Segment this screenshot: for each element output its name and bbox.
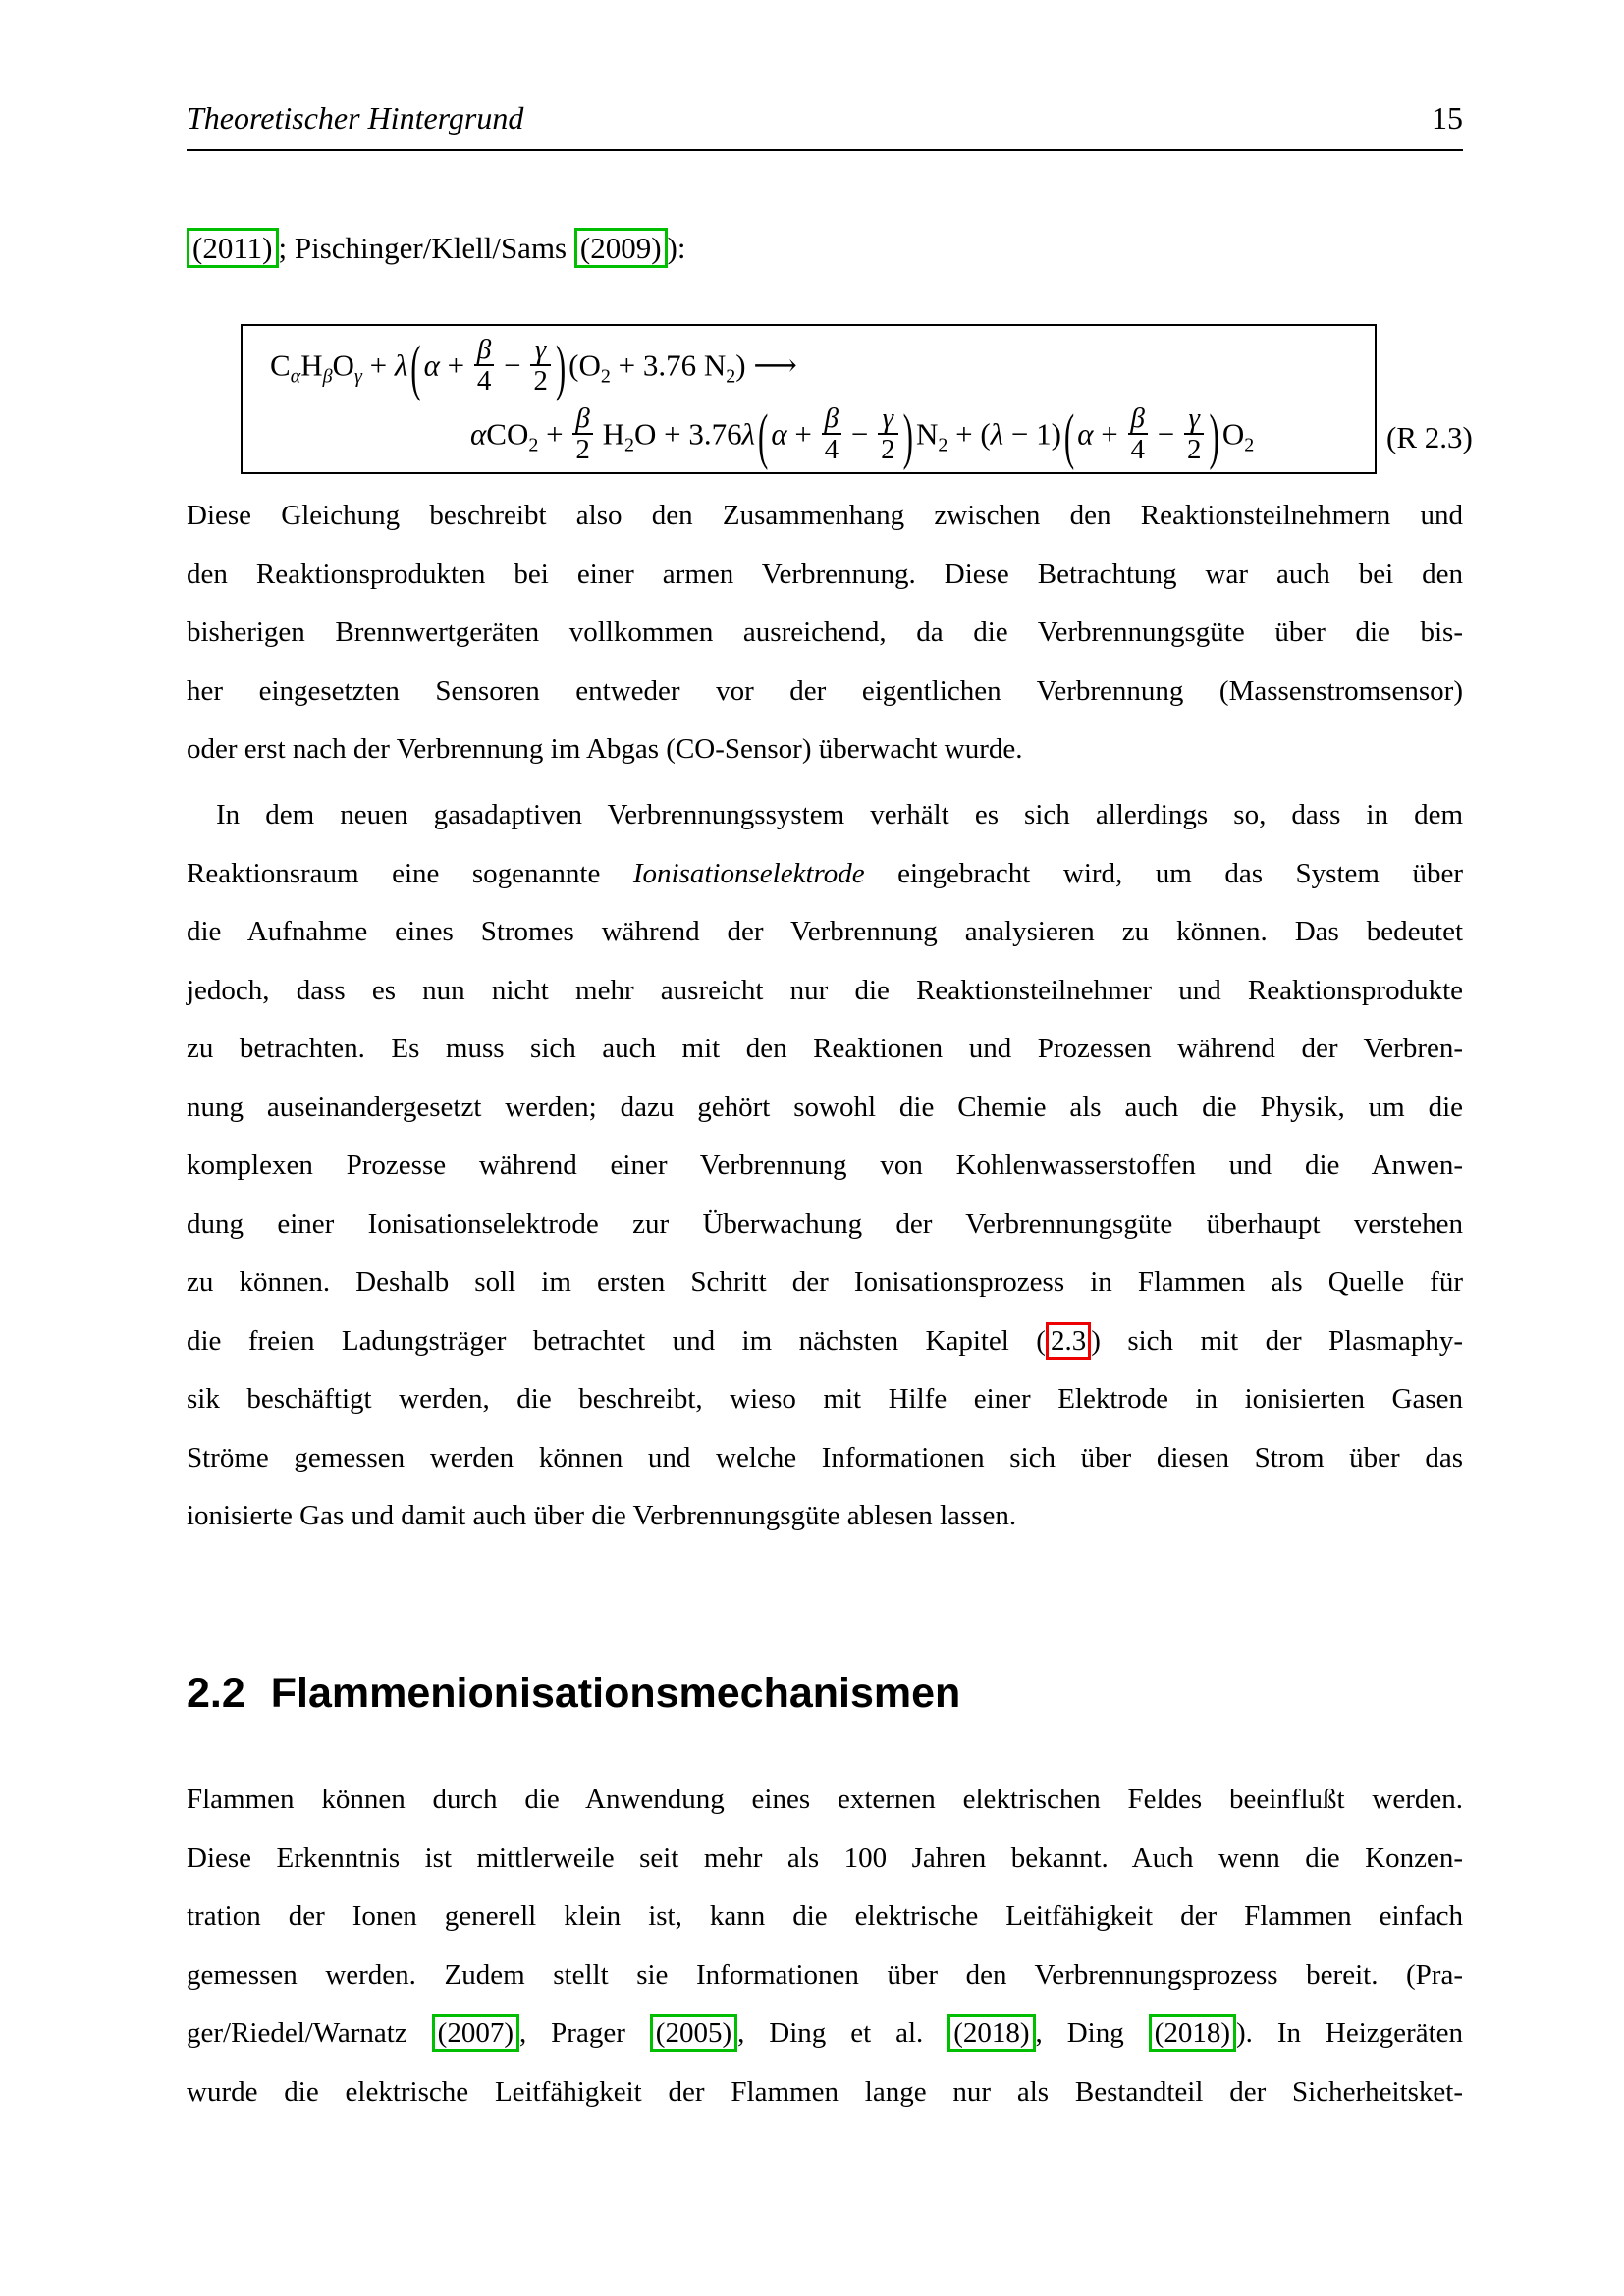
body-line <box>187 1254 1463 1312</box>
text-segment: den Reaktionsprodukten bei einer armen Verbrennung. Diese Betrachtung war auch bei den <box>187 558 1463 590</box>
equation-text: O + 3.76 <box>633 416 742 452</box>
equation-text: − 1) <box>1003 416 1061 452</box>
fraction-denominator: 4 <box>1128 433 1149 464</box>
equation-line-1 <box>270 331 796 402</box>
citation-link[interactable]: (2018) <box>1149 2014 1236 2052</box>
body-line <box>187 1196 1463 1255</box>
body-line <box>187 2063 1463 2122</box>
citation-link[interactable]: (2018) <box>947 2014 1035 2052</box>
body-line <box>187 1137 1463 1196</box>
text-segment: Reaktionsraum eine sogenannte <box>187 857 633 889</box>
equation-line-2 <box>470 400 1255 471</box>
fraction-denominator: 2 <box>530 364 551 396</box>
text-segment: ). In Heizgeräten <box>1236 2017 1464 2049</box>
text-segment: dung einer Ionisationselektrode zur Überwachung der Verbrennungsgüte überhaupt verstehen <box>187 1207 1463 1240</box>
text-segment: Diese Erkenntnis ist mittlerweile seit mehr als 100 Jahren bekannt. Auch wenn die Konzen- <box>187 1842 1463 1874</box>
text-segment: ; Pischinger/Klell/Sams <box>278 231 574 265</box>
paragraph <box>187 1771 1463 2121</box>
equation-text: + <box>439 347 472 383</box>
text-segment: bisherigen Brennwertgeräten vollkommen ausreichend, da die Verbrennungsgüte über die bis- <box>187 616 1463 648</box>
body-line <box>187 1079 1463 1138</box>
equation-label: (R 2.3) <box>1386 420 1473 454</box>
body-line <box>187 487 1463 546</box>
equation-text: H <box>594 416 624 452</box>
fraction <box>1184 403 1205 465</box>
fraction <box>822 403 842 465</box>
body-line <box>187 903 1463 962</box>
body-line <box>187 1830 1463 1889</box>
equation-text: + 3.76 N <box>610 347 727 383</box>
fraction-numerator: β <box>476 334 492 365</box>
equation-text: O <box>1221 416 1245 452</box>
equation-text: α <box>470 416 487 452</box>
equation-text: N <box>915 416 939 452</box>
text-segment: gemessen werden. Zudem stellt sie Informationen über den Verbrennungsprozess bereit. (Pra- <box>187 1958 1463 1991</box>
header-divider <box>187 149 1463 151</box>
text-segment: jedoch, dass es nun nicht mehr ausreicht nur die Reaktionsteilnehmer und Reaktionsprodukte <box>187 974 1463 1006</box>
header-chapter-title: Theoretischer Hintergrund <box>187 100 524 135</box>
equation-text: + <box>1093 416 1126 452</box>
text-segment: komplexen Prozesse während einer Verbrennung von Kohlenwasserstoffen und die Anwen- <box>187 1149 1463 1181</box>
reaction-arrow-icon: ⟶ <box>753 347 796 383</box>
equation-text: 2 <box>1244 434 1255 456</box>
fraction <box>878 403 898 465</box>
equation-text: λ <box>990 416 1004 452</box>
body-line <box>187 1312 1463 1371</box>
citation-link[interactable]: (2007) <box>432 2014 519 2052</box>
big-paren: ( <box>758 400 769 471</box>
fraction-denominator: 2 <box>572 433 593 464</box>
body-line <box>187 1947 1463 2005</box>
body-line <box>187 786 1463 845</box>
text-segment: tration der Ionen generell klein ist, kann die elektrische Leitfähigkeit der Flammen einfach <box>187 1900 1463 1932</box>
equation-text: (O <box>568 347 601 383</box>
paragraph <box>187 487 1463 779</box>
text-segment: ) sich mit der Plasmaphy- <box>1091 1324 1463 1357</box>
body-line <box>187 1020 1463 1079</box>
equation-text: 2 <box>726 365 736 388</box>
fraction-numerator: γ <box>1188 402 1200 434</box>
big-paren: ( <box>1063 400 1075 471</box>
text-segment: ger/Riedel/Warnatz <box>187 2017 432 2049</box>
text-segment: wurde die elektrische Leitfähigkeit der Flammen lange nur als Bestandteil der Sicherheitsket- <box>187 2075 1463 2108</box>
equation-text: − <box>1150 416 1182 452</box>
equation-text: + <box>786 416 820 452</box>
page-number: 15 <box>1432 100 1463 135</box>
text-segment: oder erst nach der Verbrennung im Abgas (CO-Sensor) überwacht wurde. <box>187 733 1023 765</box>
equation-text: β <box>322 365 333 388</box>
text-segment: sik beschäftigt werden, die beschreibt, wieso mit Hilfe einer Elektrode in ionisierten Gasen <box>187 1383 1463 1415</box>
fraction-denominator: 2 <box>1184 433 1205 464</box>
text-segment: die Aufnahme eines Stromes während der Verbrennung analysieren zu können. Das bedeutet <box>187 916 1463 947</box>
fraction-denominator: 4 <box>474 364 495 396</box>
text-segment: , Ding <box>1035 2017 1149 2049</box>
equation-text: 2 <box>938 434 948 456</box>
equation-text: − <box>843 416 877 452</box>
citation-line <box>187 229 1463 268</box>
text-segment: Diese Gleichung beschreibt also den Zusammenhang zwischen den Reaktionsteilnehmern und <box>187 500 1463 531</box>
text-segment: her eingesetzten Sensoren entweder vor der eigentlichen Verbrennung (Massenstromsensor) <box>187 674 1463 707</box>
big-paren: ) <box>1209 400 1219 471</box>
fraction-denominator: 4 <box>822 433 842 464</box>
equation-text: + <box>361 347 395 383</box>
fraction <box>474 335 495 397</box>
big-paren: ) <box>555 331 567 402</box>
section-number: 2.2 <box>187 1670 245 1717</box>
body-line <box>187 1487 1463 1546</box>
fraction <box>530 335 551 397</box>
equation-text: + <box>538 416 571 452</box>
big-paren: ( <box>410 331 421 402</box>
body-line <box>187 604 1463 663</box>
running-header <box>187 98 1463 137</box>
text-segment: ionisierte Gas und damit auch über die Verbrennungsgüte ablesen lassen. <box>187 1500 1017 1531</box>
equation-text: α <box>423 347 440 383</box>
text-segment: zu können. Deshalb soll im ersten Schritt der Ionisationsprozess in Flammen als Quelle für <box>187 1266 1463 1298</box>
text-segment: eingebracht wird, um das System über <box>864 857 1463 889</box>
citation-link[interactable]: (2005) <box>650 2014 737 2052</box>
equation-text: CO <box>486 416 529 452</box>
equation-text: λ <box>394 347 408 383</box>
equation-text: λ <box>741 416 756 452</box>
equation-text: O <box>332 347 354 383</box>
body-line <box>187 2004 1463 2063</box>
fraction-numerator: γ <box>882 402 894 434</box>
body-line <box>187 1370 1463 1429</box>
body-line <box>187 663 1463 721</box>
text-segment: ): <box>667 231 686 265</box>
body-line <box>187 721 1463 779</box>
text-segment: Ionisationselektrode <box>632 857 865 889</box>
section-heading <box>187 1669 1463 1718</box>
fraction <box>572 403 593 465</box>
equation-text: 2 <box>600 365 611 388</box>
text-segment: zu betrachten. Es muss sich auch mit den Reaktionen und Prozessen während der Verbren- <box>187 1033 1463 1064</box>
equation-text: α <box>1077 416 1094 452</box>
fraction-denominator: 2 <box>878 433 898 464</box>
equation-text: ) <box>735 347 754 383</box>
text-segment: , Ding et al. <box>737 2017 948 2049</box>
text-segment: Ströme gemessen werden können und welche Informationen sich über diesen Strom über das <box>187 1441 1463 1473</box>
fraction-numerator: β <box>575 402 590 434</box>
equation-text: H <box>300 347 323 383</box>
equation-text: + ( <box>947 416 991 452</box>
text-segment: nung auseinandergesetzt werden; dazu gehört sowohl die Chemie als auch die Physik, um die <box>187 1091 1463 1123</box>
fraction-numerator: β <box>824 402 839 434</box>
body-line <box>187 962 1463 1021</box>
equation-text: 2 <box>528 434 539 456</box>
section-title: Flammenionisationsmechanismen <box>270 1670 961 1717</box>
equation-text: γ <box>353 365 362 388</box>
fraction <box>1128 403 1149 465</box>
body-line <box>187 845 1463 904</box>
citation-link[interactable]: (2011) <box>187 228 279 268</box>
equation-text: α <box>771 416 787 452</box>
text-segment: In dem neuen gasadaptiven Verbrennungssystem verhält es sich allerdings so, dass in dem <box>216 799 1463 830</box>
equation-text: C <box>270 347 291 383</box>
equation-text: − <box>496 347 529 383</box>
equation-text: α <box>290 365 301 388</box>
text-segment: Flammen können durch die Anwendung eines externen elektrischen Feldes beeinflußt werden. <box>187 1784 1463 1815</box>
body-line <box>187 1429 1463 1488</box>
big-paren: ) <box>902 400 913 471</box>
text-segment: die freien Ladungsträger betrachtet und im nächsten Kapitel ( <box>187 1324 1046 1357</box>
equation-text: 2 <box>623 434 634 456</box>
text-segment: , Prager <box>518 2017 650 2049</box>
citation-link[interactable]: (2009) <box>574 228 668 268</box>
paragraph <box>187 786 1463 1546</box>
fraction-numerator: γ <box>534 334 547 365</box>
body-line <box>187 1888 1463 1947</box>
fraction-numerator: β <box>1130 402 1145 434</box>
body-line <box>187 1771 1463 1830</box>
body-line <box>187 546 1463 605</box>
citation-link[interactable]: 2.3 <box>1046 1322 1091 1360</box>
equation-box <box>241 324 1377 474</box>
